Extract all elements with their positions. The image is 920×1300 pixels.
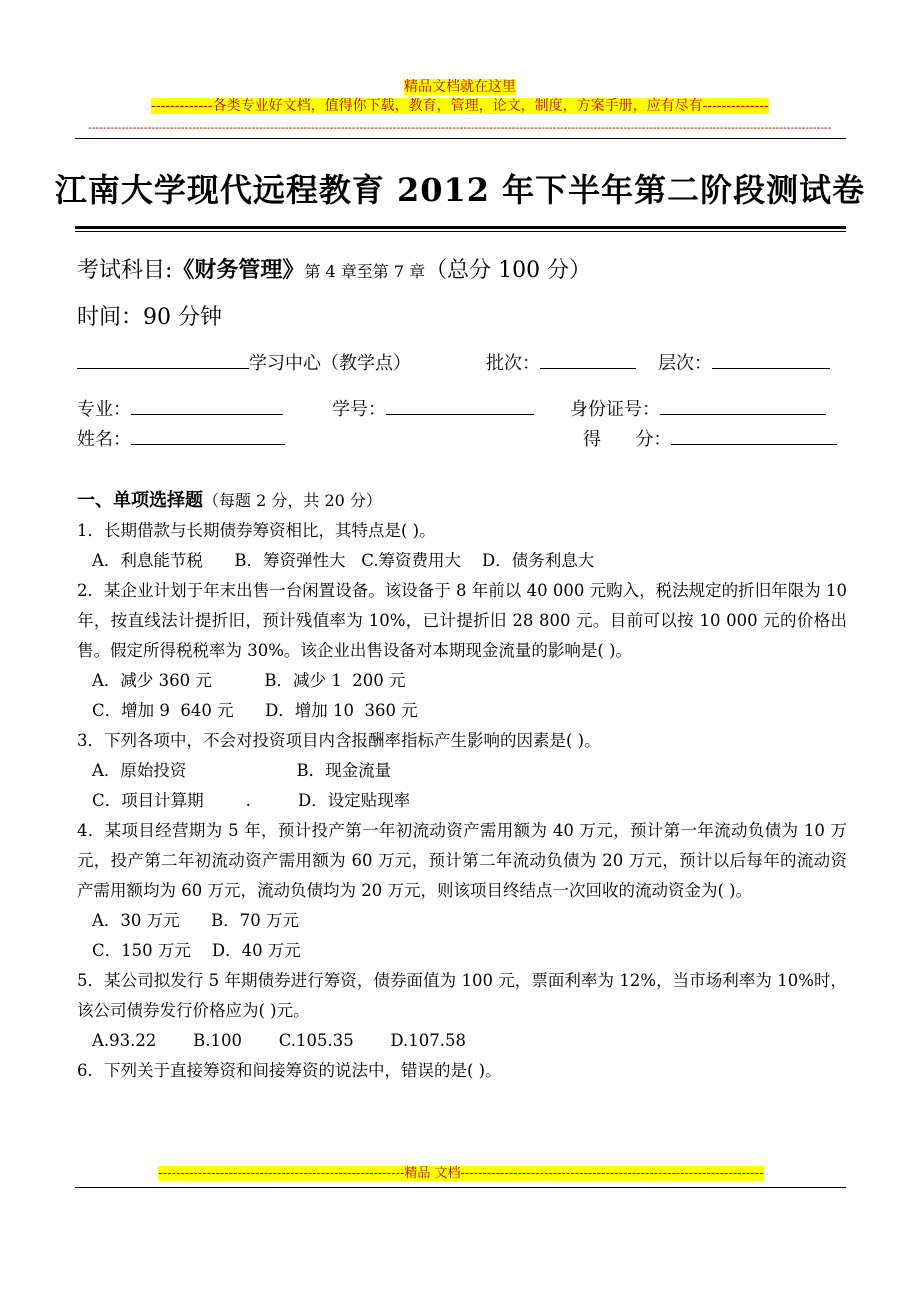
question-2-options-a-b: A．减少 360 元 B．减少 1 200 元: [92, 671, 406, 690]
subject-name: 《财务管理》: [172, 257, 305, 283]
name-blank[interactable]: [131, 426, 285, 445]
question-4-options-a-b: A．30 万元 B．70 万元: [92, 911, 299, 930]
header-divider: [75, 138, 846, 139]
center-row: 学习中心（教学点）: [77, 350, 411, 377]
question-2: 2．某企业计划于年末出售一台闲置设备。该设备于 8 年前以 40 000 元购入，税法规定的折旧年限为 10 年，按直线法计提折旧，预计残值率为 10%，已计提折旧 28 800 元。目前可以按 10 000 元的价格出售。假定所得税税率为 30%。该企业出售设备对本期现金流量的影响是( )。: [77, 581, 847, 660]
question-5: 5．某公司拟发行 5 年期债券进行筹资，债券面值为 100 元，票面利率为 12%，当市场利率为 10%时，该公司债券发行价格应为( )元。: [77, 971, 847, 1020]
idcard-row: 身份证号：: [570, 396, 826, 423]
score-blank[interactable]: [671, 426, 837, 445]
question-3-options-a-b: A．原始投资 B．现金流量: [92, 761, 392, 780]
name-row: 姓名：: [77, 426, 285, 453]
exam-time: 时间：90 分钟: [77, 305, 222, 330]
questions-area: [77, 486, 847, 1086]
question-5-options: A.93.22 B.100 C.105.35 D.107.58: [92, 1031, 467, 1050]
student-id-blank[interactable]: [386, 396, 534, 415]
major-blank[interactable]: [131, 396, 283, 415]
major-row: 专业：: [77, 396, 283, 423]
idcard-blank[interactable]: [660, 396, 826, 415]
batch-row: 批次：: [486, 350, 636, 377]
center-blank[interactable]: [77, 350, 249, 369]
question-3: 3．下列各项中，不会对投资项目内含报酬率指标产生影响的因素是( )。: [77, 731, 601, 750]
question-3-options-c-d: C．项目计算期 . D．设定贴现率: [92, 791, 411, 810]
level-row: 层次：: [658, 350, 830, 377]
student-id-row: 学号：: [332, 396, 534, 423]
title-thick-rule: [75, 226, 846, 229]
question-6: 6．下列关于直接筹资和间接筹资的说法中，错误的是( )。: [77, 1061, 502, 1080]
question-1: 1．长期借款与长期债券筹资相比，其特点是( )。: [77, 521, 436, 540]
title-thin-rule: [75, 231, 846, 232]
header-line-1: 精品文档就在这里: [404, 79, 516, 95]
page-title: 江南大学现代远程教育 2012 年下半年第二阶段测试卷: [54, 171, 866, 209]
header-line-3: --------------------------------------------------------------------------------------------------------------------------------------------------------------------------------------------------------: [88, 121, 832, 134]
exam-subject: 考试科目:《财务管理》第 4 章至第 7 章（总分 100 分）: [77, 257, 592, 283]
score-row: 得 分：: [583, 426, 837, 453]
subject-chapters: 第 4 章至第 7 章: [304, 262, 426, 281]
footer-banner: --------------------------------------------------------精品 文档---------------------------------------------------------------------: [158, 1166, 764, 1181]
question-2-options-c-d: C．增加 9 640 元 D．增加 10 360 元: [92, 701, 418, 720]
subject-total: （总分 100 分）: [425, 258, 592, 283]
question-1-options: A．利息能节税 B．筹资弹性大 C.筹资费用大 D．债务利息大: [92, 551, 595, 570]
footer-divider: [75, 1187, 846, 1188]
question-4: 4．某项目经营期为 5 年，预计投产第一年初流动资产需用额为 40 万元，预计第一年流动负债为 10 万元，投产第二年初流动资产需用额为 60 万元，预计第二年流动负债为 20 万元，预计以后每年的流动资产需用额均为 60 万元，流动负债均为 20 万元，则该项目终结点一次回收的流动资金为( )。: [77, 821, 847, 900]
header-line-2: -------------各类专业好文档，值得你下载，教育，管理，论文，制度，方案手册，应有尽有--------------: [151, 98, 769, 114]
batch-blank[interactable]: [540, 350, 636, 369]
level-blank[interactable]: [712, 350, 830, 369]
question-4-options-c-d: C．150 万元 D．40 万元: [92, 941, 301, 960]
section-heading: 一、单项选择题（每题 2 分，共 20 分）: [77, 490, 382, 511]
